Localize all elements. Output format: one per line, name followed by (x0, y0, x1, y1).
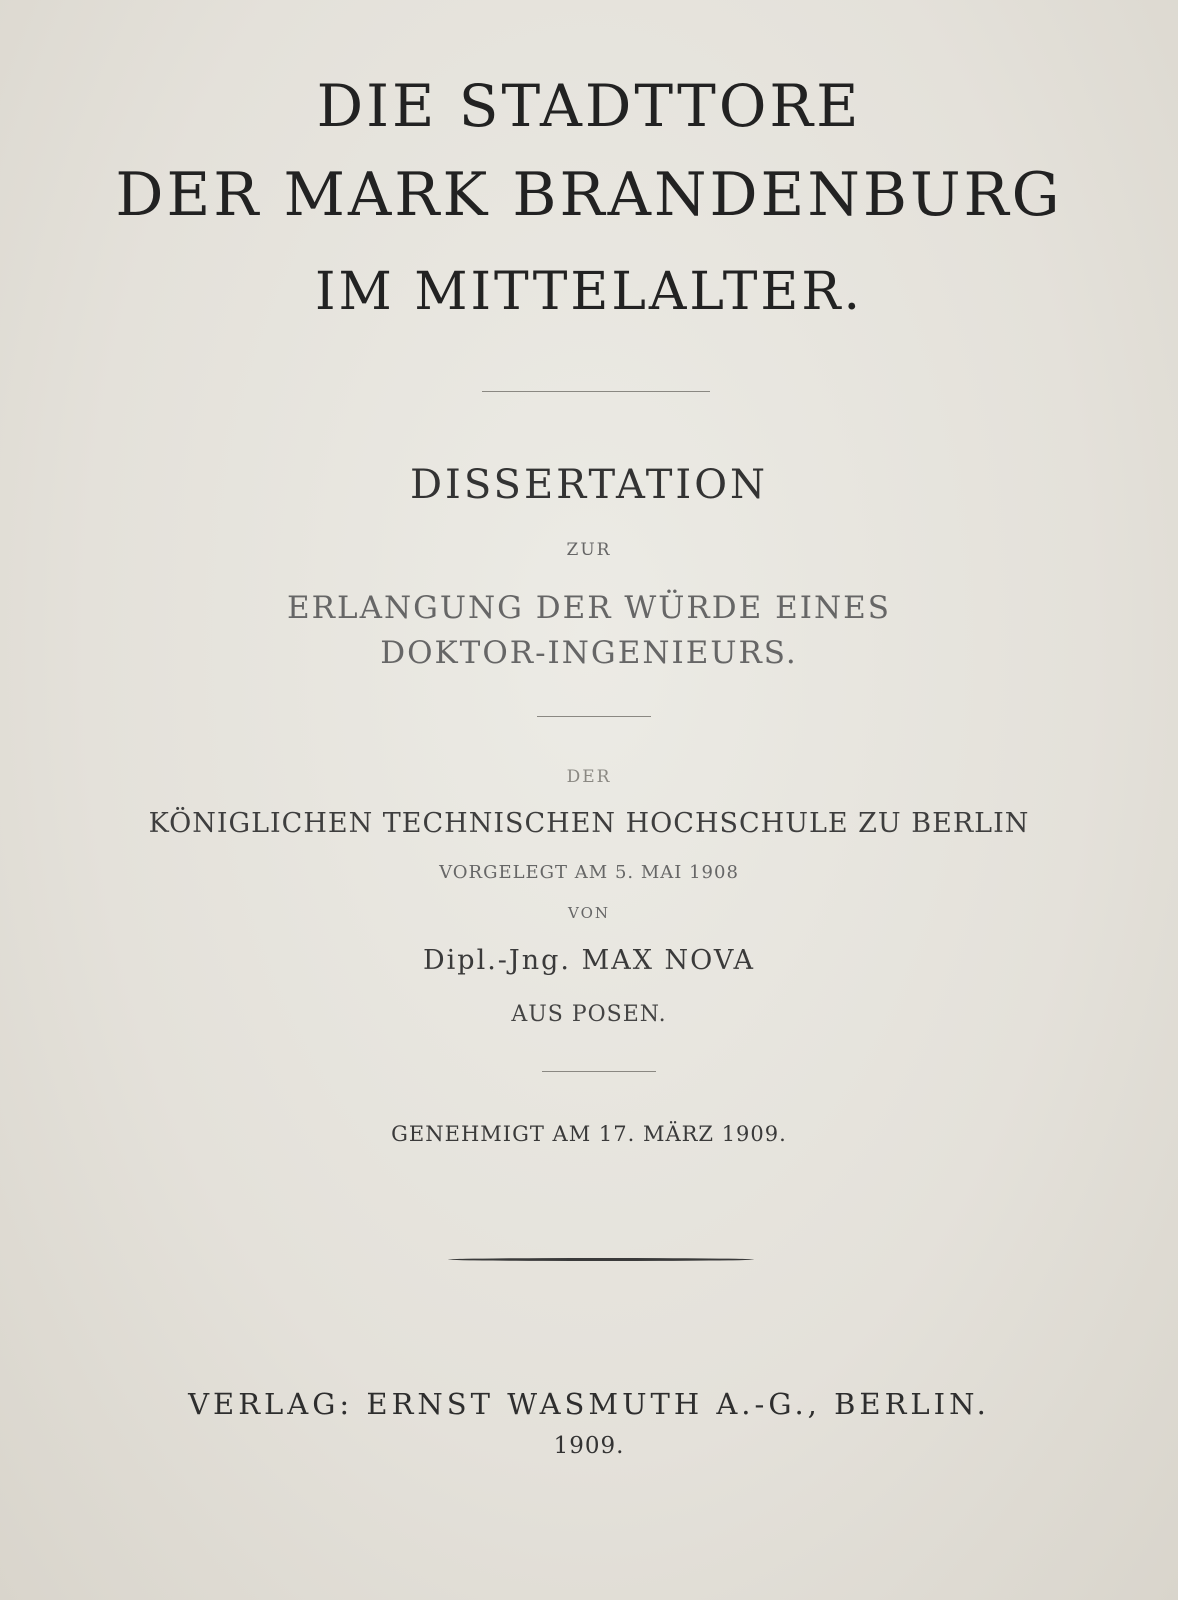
purpose-line-2: DOKTOR-INGENIEURS. (380, 635, 798, 671)
der-text: DER (566, 767, 612, 787)
von-text: VON (568, 904, 610, 922)
title-line-1: DIE STADTTORE (316, 72, 862, 140)
divider-1 (482, 391, 710, 392)
author-origin: AUS POSEN. (511, 1002, 667, 1027)
approval-date: GENEHMIGT AM 17. MÄRZ 1909. (391, 1122, 787, 1146)
divider-2 (537, 716, 651, 717)
title-line-2: DER MARK BRANDENBURG (115, 160, 1063, 230)
purpose-line-1: ERLANGUNG DER WÜRDE EINES (287, 590, 891, 626)
divider-4 (448, 1258, 754, 1261)
institution-name: KÖNIGLICHEN TECHNISCHEN HOCHSCHULE ZU BERLIN (148, 808, 1030, 839)
submission-date: VORGELEGT AM 5. MAI 1908 (439, 862, 739, 883)
divider-3 (542, 1071, 656, 1072)
zur-text: ZUR (566, 540, 612, 560)
author-name: Dipl.-Jng. MAX NOVA (423, 945, 755, 976)
publisher-line: VERLAG: ERNST WASMUTH A.-G., BERLIN. (188, 1387, 990, 1421)
publication-year: 1909. (553, 1433, 625, 1459)
title-line-3: IM MITTELALTER. (314, 262, 864, 322)
dissertation-heading: DISSERTATION (409, 462, 769, 508)
